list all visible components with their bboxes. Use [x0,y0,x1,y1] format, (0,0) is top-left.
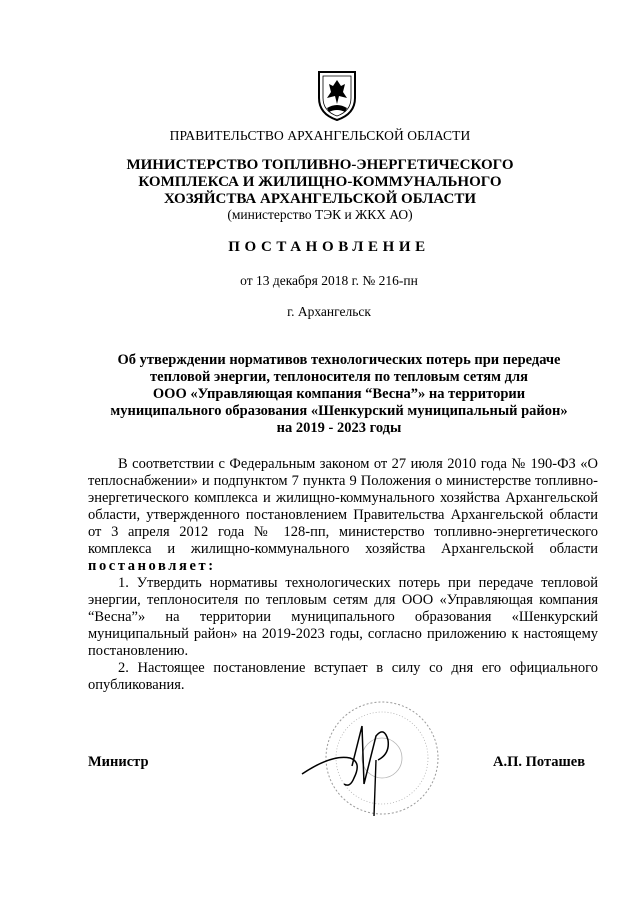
title-line: тепловой энергии, теплоносителя по тепловым сетям для [150,369,528,385]
title-line: на 2019 - 2023 годы [276,420,402,436]
body-intro-paragraph [88,456,598,575]
title-line: муниципального образования «Шенкурский муниципальный район» [110,403,568,419]
ministry-line: МИНИСТЕРСТВО ТОПЛИВНО-ЭНЕРГЕТИЧЕСКОГО [126,157,514,173]
decree-word: постановляет [88,558,209,574]
document-type: ПОСТАНОВЛЕНИЕ [228,239,430,255]
signatory-name: А.П. Поташев [493,754,586,770]
intro-text: В соответствии с Федеральным законом от 27 июля 2010 года № 190-ФЗ «О теплоснабжении» и подпунктом 7 пункта 9 Положения о министерстве топливно-энергетического комплекса и жилищно-коммунального хозяйства Архангельской области, утвержденного постановлением Правительства Архангельской области от 3 апреля 2012 года № 128-пп, министерство топливно-энергетического комплекса и жилищно-коммунального хозяйства Архангельской области [88,456,598,557]
government-name: ПРАВИТЕЛЬСТВО АРХАНГЕЛЬСКОЙ ОБЛАСТИ [169,128,471,143]
ministry-name [0,157,640,208]
document-date-number: от 13 декабря 2018 г. № 216-пн [240,273,418,288]
handwritten-signature-icon [302,726,388,816]
title-line: Об утверждении нормативов технологических потерь при передаче [117,352,561,368]
decree-colon: : [208,558,214,574]
body-item-2: 2. Настоящее постановление вступает в силу со дня его официального опубликования. [88,660,598,693]
ministry-abbreviation: (министерство ТЭК и ЖКХ АО) [227,207,413,222]
ministry-line: ХОЗЯЙСТВА АРХАНГЕЛЬСКОЙ ОБЛАСТИ [163,191,477,207]
seal-stamp-icon [292,696,442,836]
title-line: ООО «Управляющая компания “Весна”» на территории [152,386,526,402]
coat-of-arms-icon [315,68,359,122]
document-title [86,352,592,437]
signatory-position: Министр [88,754,149,770]
ministry-line: КОМПЛЕКСА И ЖИЛИЩНО-КОММУНАЛЬНОГО [138,174,502,190]
body-item-1: 1. Утвердить нормативы технологических потерь при передаче тепловой энергии, теплоносителя по тепловым сетям для ООО «Управляющая компания “Весна”» на территории муниципального образования «Шенкурский муниципальный район» на 2019-2023 годы, согласно приложению к настоящему постановлению. [88,575,598,659]
document-body [88,456,598,694]
document-city: г. Архангельск [287,304,371,319]
